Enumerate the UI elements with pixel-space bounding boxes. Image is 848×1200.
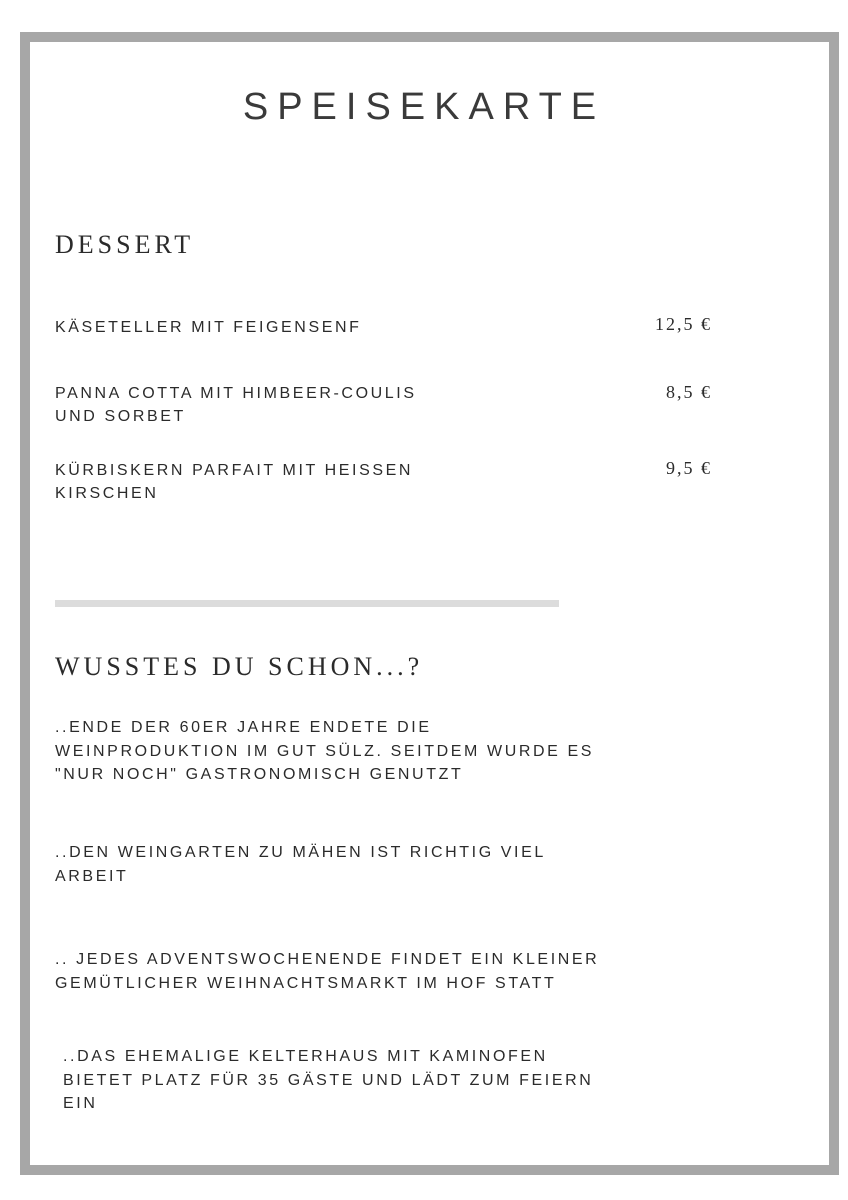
section-heading-facts: WUSSTES DU SCHON...?	[55, 652, 424, 681]
menu-item-name: KÄSETELLER MIT FEIGENSENF	[55, 319, 362, 336]
section-divider	[55, 600, 559, 607]
menu-item-price: 9,5 €	[666, 458, 712, 478]
menu-item-name: KÜRBISKERN PARFAIT MIT HEISSEN KIRSCHEN	[55, 462, 414, 502]
fact-item: ..ENDE DER 60ER JAHRE ENDETE DIE WEINPRODUKTION IM GUT SÜLZ. SEITDEM WURDE ES "NUR NOCH" GASTRONOMISCH GENUTZT	[55, 719, 595, 783]
section-heading-dessert: DESSERT	[55, 230, 195, 259]
fact-item: ..DEN WEINGARTEN ZU MÄHEN IST RICHTIG VIEL ARBEIT	[55, 844, 546, 885]
menu-item-name: PANNA COTTA MIT HIMBEER-COULIS UND SORBET	[55, 385, 417, 425]
fact-item: ..DAS EHEMALIGE KELTERHAUS MIT KAMINOFEN BIETET PLATZ FÜR 35 GÄSTE UND LÄDT ZUM FEIERN EIN	[63, 1048, 594, 1112]
page-title: SPEISEKARTE	[242, 86, 606, 128]
fact-item: .. JEDES ADVENTSWOCHENENDE FINDET EIN KLEINER GEMÜTLICHER WEIHNACHTSMARKT IM HOF STATT	[55, 951, 600, 992]
menu-item-price: 8,5 €	[666, 382, 712, 402]
menu-item-price: 12,5 €	[655, 314, 712, 334]
